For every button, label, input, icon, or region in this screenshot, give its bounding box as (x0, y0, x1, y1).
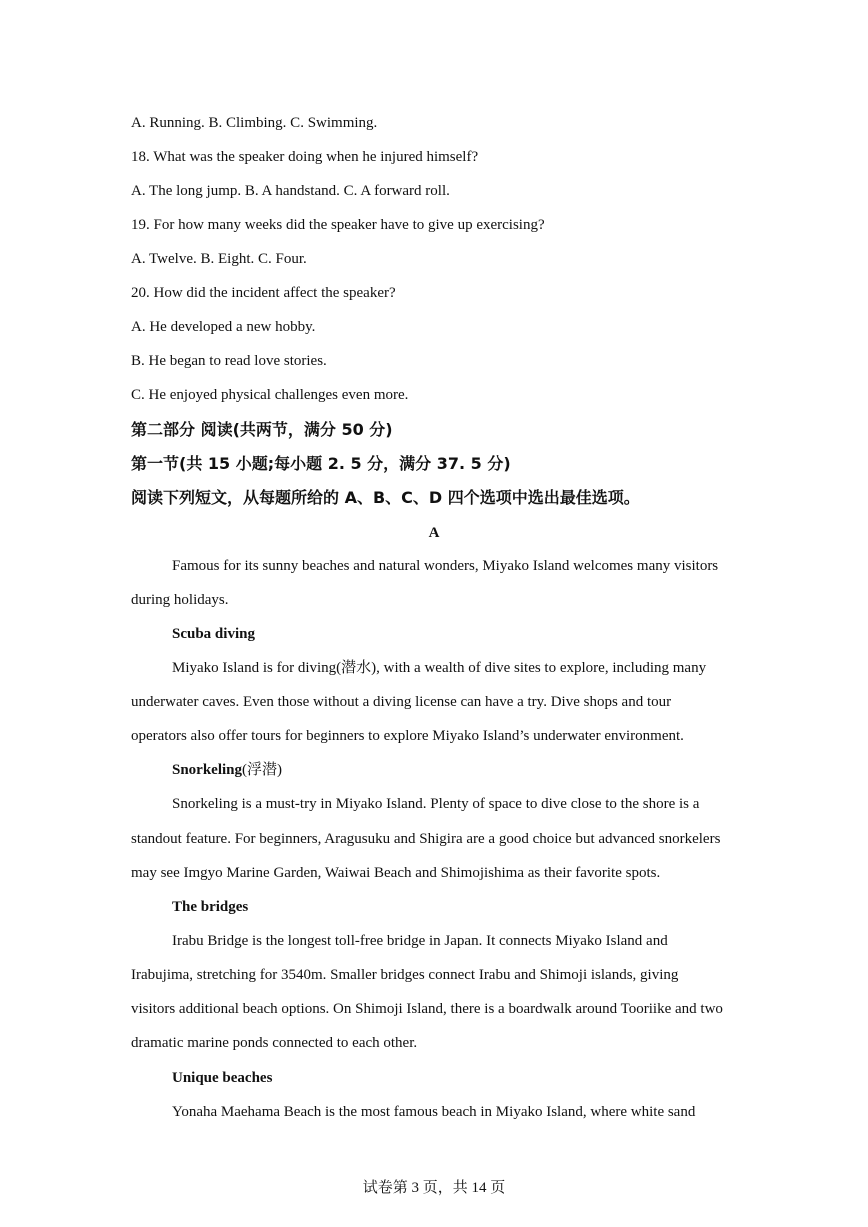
snorkel-heading: Snorkeling (172, 762, 243, 778)
q20-option-a: A. He developed a new hobby. (131, 319, 316, 335)
part-title: 第二部分 阅读(共两节，满分 50 分) (131, 420, 393, 439)
q20-question: 20. How did the incident affect the speaker? (131, 285, 396, 301)
page-footer: 试卷第 3 页，共 14 页 (362, 1180, 506, 1196)
scuba-line-3: operators also offer tours for beginners to explore Miyako Island’s underwater environment. (131, 728, 684, 744)
q17-options: A. Running. B. Climbing. C. Swimming. (131, 115, 378, 131)
bridges-line-2: Irabujima, stretching for 3540m. Smaller bridges connect Irabu and Shimoji islands, giving (131, 967, 679, 983)
q19-options: A. Twelve. B. Eight. C. Four. (131, 251, 307, 267)
q18-options: A. The long jump. B. A handstand. C. A forward roll. (131, 183, 450, 199)
bridges-heading: The bridges (172, 899, 249, 915)
q18-question: 18. What was the speaker doing when he injured himself? (131, 149, 479, 165)
scuba-heading: Scuba diving (172, 626, 255, 642)
snorkel-heading-cn: (浮潜) (242, 762, 283, 778)
intro-line-1: Famous for its sunny beaches and natural wonders, Miyako Island welcomes many visitors (172, 558, 719, 574)
scuba-line-2: underwater caves. Even those without a diving license can have a try. Dive shops and tour (131, 694, 672, 710)
intro-line-2: during holidays. (131, 592, 229, 608)
snorkel-line-1: Snorkeling is a must-try in Miyako Island. Plenty of space to dive close to the shore is a (172, 796, 700, 812)
snorkel-heading-row (172, 760, 282, 780)
bridges-line-1: Irabu Bridge is the longest toll-free bridge in Japan. It connects Miyako Island and (172, 933, 668, 949)
q20-option-c: C. He enjoyed physical challenges even more. (131, 387, 409, 403)
q19-question: 19. For how many weeks did the speaker have to give up exercising? (131, 217, 545, 233)
beaches-heading: Unique beaches (172, 1070, 273, 1086)
bridges-line-4: dramatic marine ponds connected to each other. (131, 1035, 418, 1051)
q20-option-b: B. He began to read love stories. (131, 353, 327, 369)
bridges-line-3: visitors additional beach options. On Shimoji Island, there is a boardwalk around Tooriike and two (131, 1001, 723, 1017)
scuba-line-1: Miyako Island is for diving(潜水), with a wealth of dive sites to explore, including many (172, 660, 707, 676)
passage-label: A (428, 525, 440, 541)
snorkel-line-3: may see Imgyo Marine Garden, Waiwai Beach and Shimojishima as their favorite spots. (131, 865, 661, 881)
subsection-title: 第一节(共 15 小题;每小题 2. 5 分，满分 37. 5 分) (131, 454, 511, 473)
beaches-line-1: Yonaha Maehama Beach is the most famous beach in Miyako Island, where white sand (172, 1104, 696, 1120)
snorkel-line-2: standout feature. For beginners, Aragusuku and Shigira are a good choice but advanced snorkelers (131, 831, 721, 847)
instruction: 阅读下列短文，从每题所给的 A、B、C、D 四个选项中选出最佳选项。 (131, 488, 640, 507)
